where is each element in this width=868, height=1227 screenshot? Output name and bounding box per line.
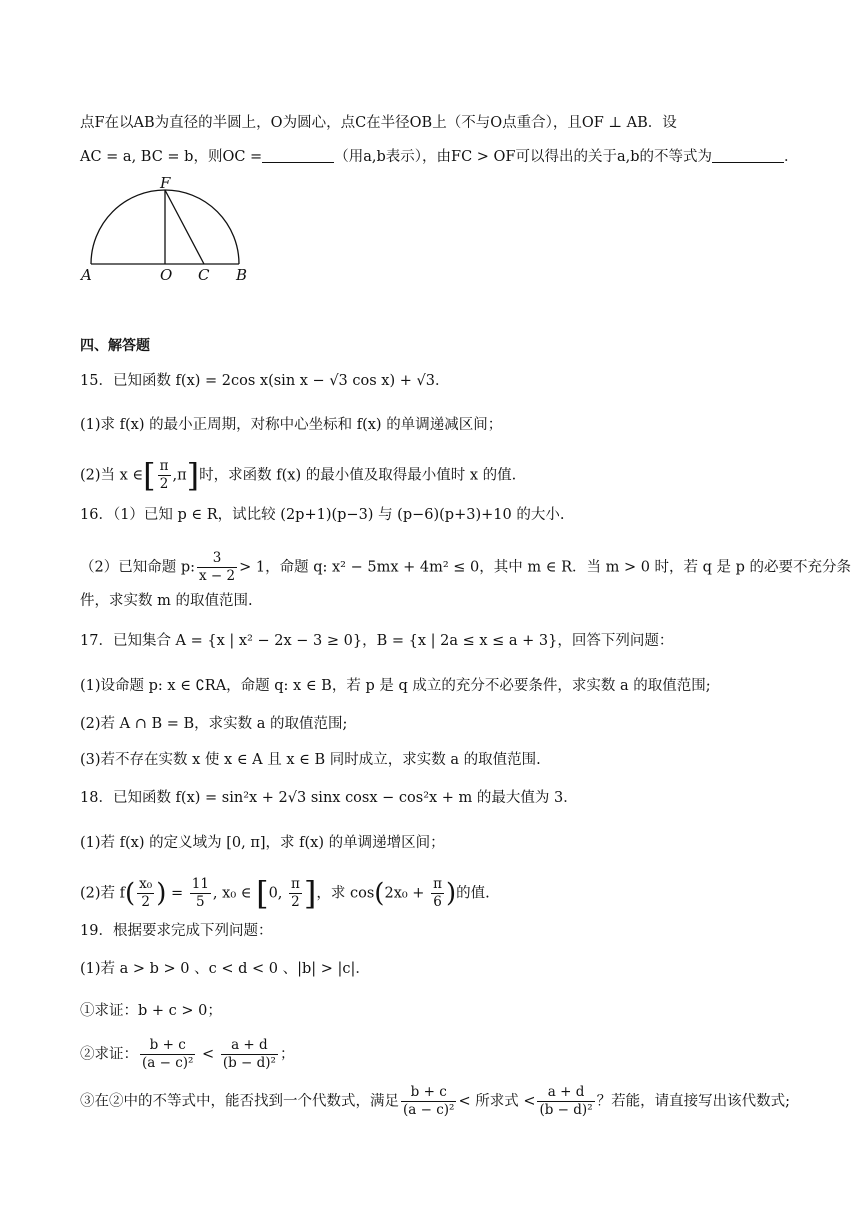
- q17-part3: (3)若不存在实数 x 使 x ∈ A 且 x ∈ B 同时成立，求实数 a 的取值范围.: [80, 752, 541, 768]
- fill-problem-line2: [80, 146, 799, 168]
- q18-part2: (2)若 f( $\frac{\text{x₀}}{2}$ ) = $\frac{11}{5}$ , x₀ ∈ [0, $\frac{\pi}{2}$ ]，求 cos(2x₀ + $\frac{\pi}{6}$ )的值.: [80, 874, 490, 913]
- q18-part1: (1)若 f(x) 的定义域为 [0, π]，求 f(x) 的单调递增区间；: [80, 835, 445, 851]
- label-o: O: [160, 266, 173, 284]
- q19-sub3: [80, 1084, 790, 1119]
- q18-stem: 18．已知函数 f(x) = sin²x + 2√3 sinx cosx − cos²x + m 的最大值为 3．: [80, 790, 578, 806]
- q19-part1: (1)若 a > b > 0 、c < d < 0 、|b| > |c|．: [80, 961, 370, 977]
- q16-part2-cont: 件，求实数 m 的取值范围.: [80, 593, 253, 609]
- q15-stem: 15．已知函数 f(x) = 2cos x(sin x − √3 cos x) + √3．: [80, 373, 450, 389]
- q16-part2-b: > 1，命题 q: x² − 5mx + 4m² ≤ 0，其中 m ∈ R．当 m > 0 时，若 q 是 p 的必要不充分条: [239, 559, 852, 576]
- fill-problem-line1: 点F在以AB为直径的半圆上，O为圆心，点C在半径OB上（不与O点重合），且OF ⊥ AB．设: [80, 115, 677, 131]
- fraction-3-over-x-minus-2: $\frac{3}{x - 2}$: [199, 550, 236, 584]
- semicircle-figure: [78, 176, 268, 284]
- segment-fc: [165, 190, 204, 264]
- fraction-bc-over-ac-sq-2: $\frac{b + c}{\text{(a − c)²}}$: [403, 1084, 455, 1118]
- fraction-pi-over-6: $\frac{\pi}{6}$: [433, 876, 442, 910]
- fill-problem-text-b: （用a,b表示），由FC > OF可以得出的关于a,b的不等式为: [334, 149, 713, 165]
- q15-part1: (1)求 f(x) 的最小正周期，对称中心坐标和 f(x) 的单调递减区间；: [80, 417, 503, 433]
- q17-stem: 17．已知集合 A = {x | x² − 2x − 3 ≥ 0}，B = {x | 2a ≤ x ≤ a + 3}，回答下列问题：: [80, 633, 674, 649]
- fraction-ad-over-bd-sq: $\frac{a + d}{\text{(b − d)²}}$: [222, 1037, 276, 1071]
- q16-part2-a: （2）已知命题 p:: [80, 559, 196, 576]
- q16-part1: 16．（1）已知 p ∈ R，试比较 (2p+1)(p−3) 与 (p−6)(p+3)+10 的大小.: [80, 507, 565, 523]
- q19-sub2: ②求证： $\frac{b + c}{\text{(a − c)²}}$ < $\frac{a + d}{\text{(b − d)²}}$ ；: [80, 1037, 295, 1071]
- q17-part1: (1)设命题 p: x ∈ ∁RA，命题 q: x ∈ B，若 p 是 q 成立的充分不必要条件，求实数 a 的取值范围;: [80, 678, 711, 694]
- fraction-11-over-5: $\frac{11}{5}$: [191, 876, 209, 910]
- q15-part2: (2)当 x ∈[ $\frac{\pi}{2}$ ,π]时，求函数 f(x) 的最小值及取得最小值时 x 的值.: [80, 456, 517, 495]
- label-c: C: [198, 266, 210, 284]
- q18-part2-c: ，求 cos: [316, 885, 375, 902]
- q15-part2-a: (2)当 x ∈: [80, 467, 144, 484]
- fill-problem-text-a: AC = a, BC = b，则OC =: [80, 149, 263, 165]
- answer-blank-2: [712, 148, 784, 163]
- fraction-bc-over-ac-sq: $\frac{b + c}{\text{(a − c)²}}$: [142, 1037, 194, 1071]
- q17-part2: (2)若 A ∩ B = B，求实数 a 的取值范围;: [80, 716, 348, 732]
- q18-part2-d: 的值.: [456, 885, 490, 902]
- q19-sub1: ①求证：b + c > 0；: [80, 1003, 222, 1019]
- q18-part2-a: (2)若 f: [80, 885, 126, 902]
- q19-sub2-b: ；: [279, 1046, 295, 1063]
- label-a: A: [81, 266, 92, 284]
- fraction-ad-over-bd-sq-2: $\frac{a + d}{\text{(b − d)²}}$: [539, 1084, 593, 1118]
- q19-sub2-a: ②求证：: [80, 1046, 138, 1063]
- q19-stem: 19．根据要求完成下列问题：: [80, 923, 273, 939]
- fill-problem-text-end: ．: [784, 149, 799, 165]
- section-title: 四、解答题: [80, 338, 150, 354]
- q19-sub3-a: ③在②中的不等式中，能否找到一个代数式，满足: [80, 1093, 399, 1110]
- q16-part2: [80, 550, 851, 585]
- label-b: B: [236, 266, 248, 284]
- fraction-pi-over-2: $\frac{\pi}{2}$: [159, 458, 169, 492]
- label-f: F: [160, 176, 171, 192]
- answer-blank-1: [262, 148, 334, 163]
- q19-sub3-c: ？若能，请直接写出该代数式;: [596, 1093, 790, 1110]
- fraction-pi-over-2-b: $\frac{\pi}{2}$: [291, 876, 300, 910]
- q19-sub3-b: < 所求式 <: [458, 1093, 536, 1110]
- q15-part2-b: 时，求函数 f(x) 的最小值及取得最小值时 x 的值.: [199, 467, 517, 484]
- fraction-x0-over-2: $\frac{\text{x₀}}{2}$: [139, 876, 153, 910]
